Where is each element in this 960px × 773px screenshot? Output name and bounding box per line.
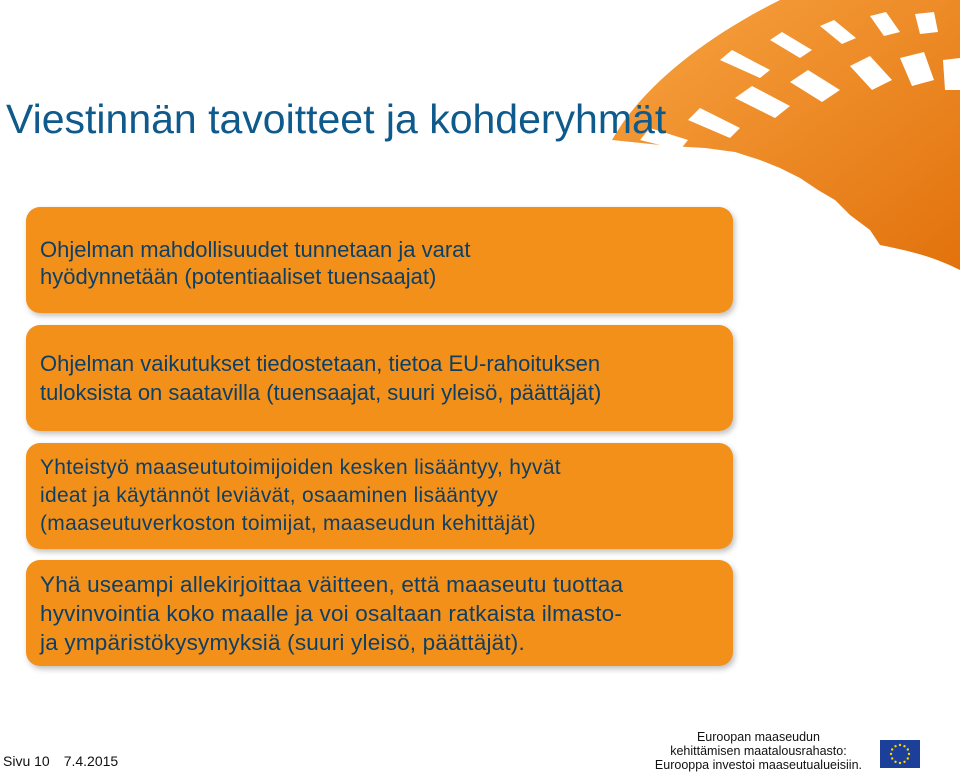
eu-star — [891, 748, 893, 750]
goal-box-4-line-2: hyvinvointia koko maalle ja voi osaltaan ratkaista ilmasto- — [40, 600, 623, 626]
goal-box-4 — [26, 560, 733, 666]
eu-star — [891, 757, 893, 759]
eu-text-line-2: kehittämisen maatalousrahasto: — [670, 744, 847, 758]
goal-box-3-line-2: ideat ja käytännöt leviävät, osaaminen lisääntyy — [40, 484, 498, 507]
eu-flag-icon — [880, 740, 920, 768]
goal-box-4-line-1: Yhä useampi allekirjoittaa väitteen, että maaseutu tuottaa — [40, 571, 624, 597]
goal-box-4-line-3: ja ympäristökysymyksiä (suuri yleisö, päättäjät). — [40, 629, 525, 655]
goal-box-3 — [26, 443, 733, 549]
goal-box-2 — [26, 325, 733, 431]
eu-star — [894, 761, 896, 763]
eu-star — [899, 762, 901, 764]
slide-footer — [3, 753, 132, 769]
goal-box-3-line-1: Yhteistyö maaseututoimijoiden kesken lisääntyy, hyvät — [40, 456, 561, 479]
eu-star — [899, 744, 901, 746]
goal-box-1-line-1: Ohjelman mahdollisuudet tunnetaan ja varat — [40, 237, 471, 262]
eu-star — [907, 757, 909, 759]
goal-box-1 — [26, 207, 733, 313]
slide-title: Viestinnän tavoitteet ja kohderyhmät — [6, 96, 667, 142]
slide-date: 7.4.2015 — [63, 753, 119, 769]
eu-funding-text — [655, 730, 862, 772]
eu-star — [903, 761, 905, 763]
eu-star — [894, 745, 896, 747]
goal-box-3-line-3: (maaseutuverkoston toimijat, maaseudun kehittäjät) — [40, 512, 536, 535]
eu-star — [908, 753, 910, 755]
page-number: Sivu 10 — [3, 753, 50, 769]
goal-box-2-line-2: tuloksista on saatavilla (tuensaajat, suuri yleisö, päättäjät) — [40, 380, 602, 405]
eu-star — [907, 748, 909, 750]
goal-box-1-line-2: hyödynnetään (potentiaaliset tuensaajat) — [40, 264, 437, 289]
eu-text-line-1: Euroopan maaseudun — [696, 730, 820, 744]
goal-box-2-line-1: Ohjelman vaikutukset tiedostetaan, tietoa EU-rahoituksen — [40, 351, 601, 376]
eu-text-line-3: Eurooppa investoi maaseutualueisiin. — [654, 758, 862, 772]
eu-star — [903, 745, 905, 747]
eu-star — [890, 753, 892, 755]
